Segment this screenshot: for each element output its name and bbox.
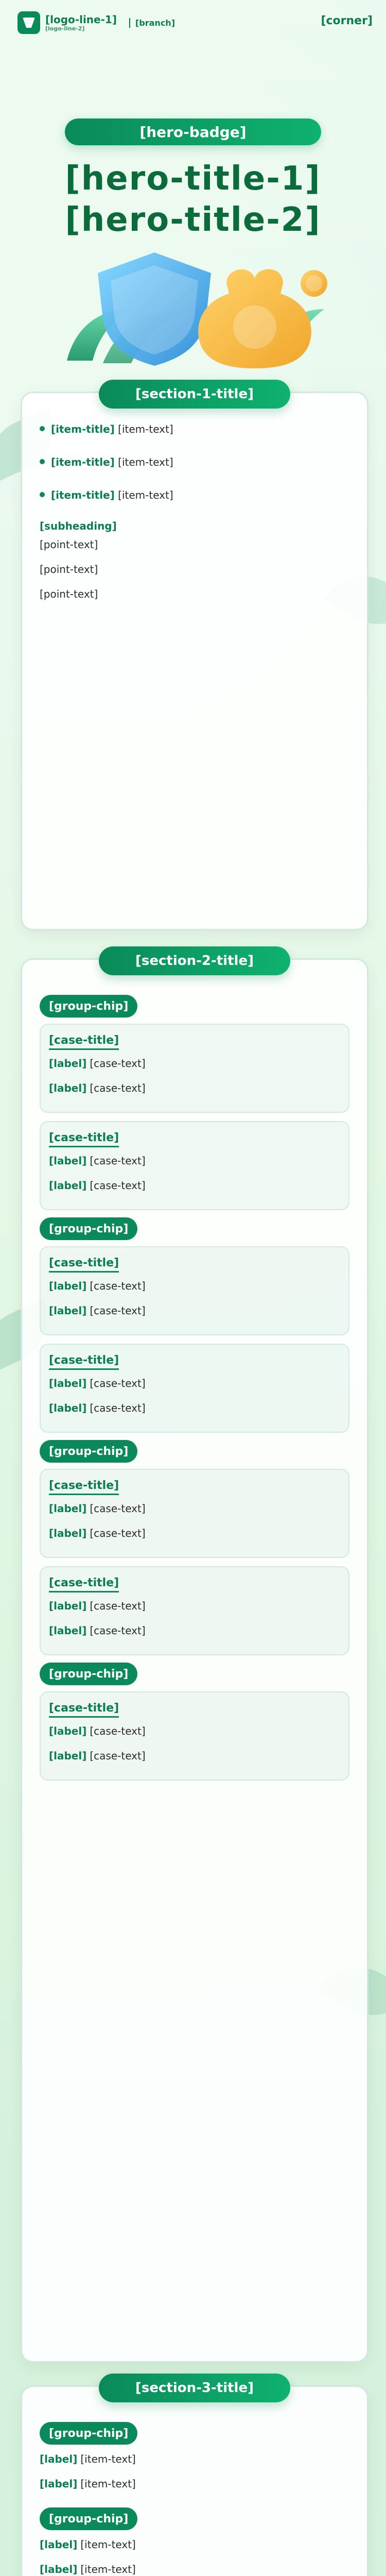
- item-text: [item-text]: [118, 489, 173, 501]
- section-3-line: [40, 2476, 349, 2492]
- case-title: [case-title]: [49, 1479, 119, 1495]
- hero-title-line-2: [hero-title-2]: [65, 201, 321, 239]
- item-title: [item-title]: [51, 489, 115, 501]
- section-2-body: [22, 960, 367, 1795]
- section-1-item: [40, 487, 349, 512]
- section-1-item: [40, 421, 349, 446]
- group-chip: [group-chip]: [40, 2422, 137, 2445]
- case-card: [40, 1246, 349, 1335]
- header: [0, 0, 386, 57]
- case-list: [40, 1469, 349, 1655]
- case-line: [49, 1278, 340, 1294]
- case-line: [49, 1080, 340, 1096]
- case-list: [40, 1691, 349, 1781]
- case-title: [case-title]: [49, 1034, 119, 1050]
- hero-badge: [hero-badge]: [65, 118, 321, 145]
- logo-mark-icon: [17, 11, 40, 34]
- case-text: [case-text]: [90, 1057, 146, 1070]
- case-line: [49, 1622, 340, 1639]
- case-text: [case-text]: [90, 1280, 146, 1292]
- case-text: [case-text]: [90, 1082, 146, 1094]
- case-line: [49, 1723, 340, 1739]
- item-label: [label]: [40, 2563, 78, 2575]
- case-card: [40, 1469, 349, 1558]
- case-label: [label]: [49, 1725, 87, 1737]
- section-1-point: [point-text]: [40, 538, 98, 551]
- item-text: [item-text]: [80, 2453, 136, 2465]
- logo-subtext: [logo-line-2]: [45, 25, 85, 32]
- section-3-title: [section-3-title]: [99, 2374, 290, 2402]
- case-label: [label]: [49, 1155, 87, 1167]
- case-line: [49, 1302, 340, 1319]
- case-text: [case-text]: [90, 1155, 146, 1167]
- case-text: [case-text]: [90, 1377, 146, 1389]
- case-card: [40, 1024, 349, 1113]
- money-bag-icon: [198, 269, 311, 368]
- brand-logo: [17, 11, 175, 34]
- case-list: [40, 1024, 349, 1210]
- item-title: [item-title]: [51, 456, 115, 468]
- case-label: [label]: [49, 1377, 87, 1389]
- case-title: [case-title]: [49, 1257, 119, 1273]
- section-1-head: [22, 380, 367, 409]
- section-1-point: [point-text]: [40, 563, 98, 575]
- coin-icon: [301, 270, 327, 297]
- case-line: [49, 1375, 340, 1392]
- section-1-item: [40, 454, 349, 479]
- logo-text-block: [45, 14, 117, 32]
- case-title: [case-title]: [49, 1354, 119, 1370]
- case-line: [49, 1598, 340, 1614]
- case-card: [40, 1566, 349, 1655]
- case-line: [49, 1177, 340, 1194]
- section-1-item-text: [51, 487, 173, 503]
- section-2-group: [40, 1655, 349, 1781]
- branch-name: [branch]: [129, 18, 175, 28]
- case-text: [case-text]: [90, 1402, 146, 1414]
- dot-icon: [40, 426, 45, 431]
- dot-icon: [40, 459, 45, 464]
- case-card: [40, 1344, 349, 1433]
- hero: [0, 57, 386, 376]
- case-title: [case-title]: [49, 1131, 119, 1147]
- case-title: [case-title]: [49, 1702, 119, 1718]
- case-text: [case-text]: [90, 1750, 146, 1762]
- case-line: [49, 1400, 340, 1416]
- case-label: [label]: [49, 1304, 87, 1317]
- case-text: [case-text]: [90, 1304, 146, 1317]
- section-1-item-text: [51, 421, 173, 437]
- section-1-title: [section-1-title]: [99, 380, 290, 409]
- case-text: [case-text]: [90, 1725, 146, 1737]
- section-2-group: [40, 1433, 349, 1655]
- case-label: [label]: [49, 1600, 87, 1612]
- group-chip: [group-chip]: [40, 1440, 137, 1463]
- section-3-line: [40, 2561, 349, 2576]
- item-text: [item-text]: [80, 2478, 136, 2490]
- case-label: [label]: [49, 1402, 87, 1414]
- section-3: [21, 2380, 369, 2576]
- section-1: [21, 386, 369, 930]
- case-label: [label]: [49, 1057, 87, 1070]
- section-3-head: [22, 2374, 367, 2402]
- case-text: [case-text]: [90, 1179, 146, 1192]
- section-1-body: [22, 393, 367, 625]
- logo-text: [logo-line-1]: [45, 13, 117, 26]
- section-1-subhead: [subheading]: [40, 520, 117, 532]
- section-2-group: [40, 1210, 349, 1433]
- section-3-line: [40, 2536, 349, 2553]
- item-text: [item-text]: [80, 2563, 136, 2575]
- case-line: [49, 1055, 340, 1072]
- section-1-item-text: [51, 454, 173, 470]
- item-text: [item-text]: [80, 2538, 136, 2551]
- case-card: [40, 1691, 349, 1781]
- hero-title-line-1: [hero-title-1]: [65, 160, 321, 198]
- case-text: [case-text]: [90, 1527, 146, 1539]
- case-label: [label]: [49, 1280, 87, 1292]
- case-text: [case-text]: [90, 1624, 146, 1637]
- item-label: [label]: [40, 2453, 78, 2465]
- case-text: [case-text]: [90, 1600, 146, 1612]
- case-title: [case-title]: [49, 1577, 119, 1592]
- case-label: [label]: [49, 1502, 87, 1515]
- case-line: [49, 1748, 340, 1764]
- case-label: [label]: [49, 1750, 87, 1762]
- section-3-line: [40, 2451, 349, 2467]
- case-line: [49, 1500, 340, 1517]
- section-3-body: [22, 2387, 367, 2576]
- case-label: [label]: [49, 1082, 87, 1094]
- case-label: [label]: [49, 1527, 87, 1539]
- item-label: [label]: [40, 2478, 78, 2490]
- dot-icon: [40, 492, 45, 497]
- section-2-head: [22, 946, 367, 975]
- item-text: [item-text]: [118, 456, 173, 468]
- case-text: [case-text]: [90, 1502, 146, 1515]
- group-chip: [group-chip]: [40, 2507, 137, 2530]
- group-chip: [group-chip]: [40, 995, 137, 1018]
- group-chip: [group-chip]: [40, 1663, 137, 1685]
- case-line: [49, 1153, 340, 1169]
- case-list: [40, 1246, 349, 1433]
- item-title: [item-title]: [51, 423, 115, 435]
- top-right-label: [corner]: [321, 14, 373, 27]
- case-line: [49, 1525, 340, 1541]
- hero-illustration: [46, 237, 340, 371]
- section-2-title: [section-2-title]: [99, 946, 290, 975]
- group-chip: [group-chip]: [40, 1217, 137, 1240]
- section-2-group: [40, 988, 349, 1210]
- case-label: [label]: [49, 1179, 87, 1192]
- case-card: [40, 1121, 349, 1210]
- case-label: [label]: [49, 1624, 87, 1637]
- section-1-point: [point-text]: [40, 588, 98, 600]
- item-label: [label]: [40, 2538, 78, 2551]
- item-text: [item-text]: [118, 423, 173, 435]
- section-2: [21, 953, 369, 2363]
